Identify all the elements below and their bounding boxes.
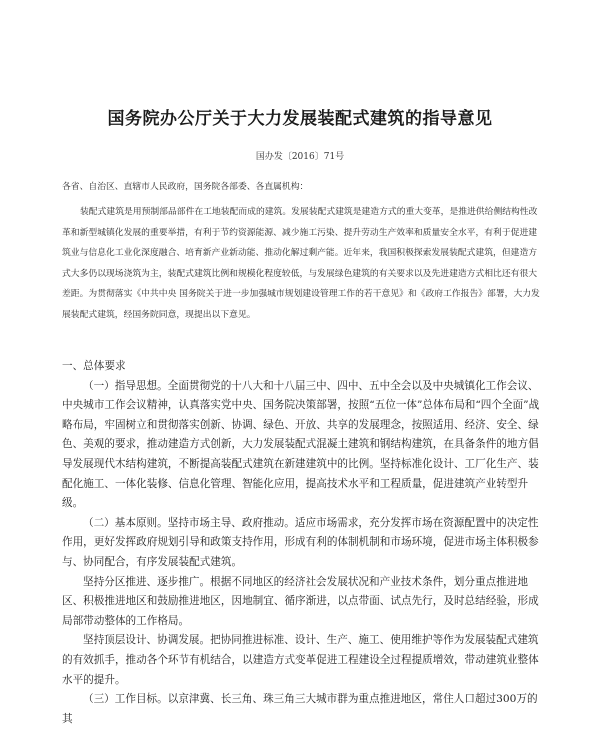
intro-paragraph: 装配式建筑是用预制部品部件在工地装配而成的建筑。发展装配式建筑是建造方式的重大变革，是推进供给侧结构性改革和新型城镇化发展的重要举措，有利于节约资源能源、减少施工污染、提升劳动生产效率和质量安全水平，有利于促进建筑业与信息化工业化深度融合、培育新产业新动能、推动化解过剩产能。近年来，我国积极探索发展装配式建筑，但建造方式大多仍以现场浇筑为主，装配式建筑比例和规模化程度较低，与发展绿色建筑的有关要求以及先进建造方式相比还有很大差距。为贯彻落实《中共中央 国务院关于进一步加强城市规划建设管理工作的若干意见》和《政府工作报告》部署，大力发展装配式建筑，经国务院同意，现提出以下意见。 [62, 207, 540, 320]
addressee-line: 各省、自治区、直辖市人民政府，国务院各部委、各直属机构： [62, 182, 309, 192]
paragraph-regional-progress: 坚持分区推进、逐步推广。根据不同地区的经济社会发展状况和产业技术条件，划分重点推进地区、积极推进地区和鼓励推进地区，因地制宜、循序渐进，以点带面、试点先行，及时总结经验，形成局部带动整体的工作格局。 [62, 575, 539, 627]
document-body [62, 357, 540, 729]
paragraph-guiding-ideology: （一）指导思想。全面贯彻党的十八大和十八届三中、四中、五中全会以及中央城镇化工作会议、中央城市工作会议精神，认真落实党中央、国务院决策部署，按照“五位一体”总体布局和“四个全面”战略布局，牢固树立和贯彻落实创新、协调、绿色、开放、共享的发展理念，按照适用、经济、安全、绿色、美观的要求，推动建造方式创新，大力发展装配式混凝土建筑和钢结构建筑，在具备条件的地方倡导发展现代木结构建筑，不断提高装配式建筑在新建建筑中的比例。坚持标准化设计、工厂化生产、装配化施工、一体化装修、信息化管理、智能化应用，提高技术水平和工程质量，促进建筑产业转型升级。 [62, 379, 540, 510]
document-number: 国办发〔2016〕71号 [255, 152, 345, 162]
document-title: 国务院办公厅关于大力发展装配式建筑的指导意见 [107, 109, 493, 129]
paragraph-work-goals: （三）工作目标。以京津冀、长三角、珠三角三大城市群为重点推进地区，常住人口超过300万的其 [62, 693, 538, 725]
section-heading: 一、总体要求 [62, 360, 126, 372]
paragraph-basic-principles: （二）基本原则。坚持市场主导、政府推动。适应市场需求，充分发挥市场在资源配置中的决定性作用，更好发挥政府规划引导和政策支持作用，形成有利的体制机制和市场环境，促进市场主体积极参与、协同配合，有序发展装配式建筑。 [62, 516, 539, 568]
paragraph-top-level-design: 坚持顶层设计、协调发展。把协同推进标准、设计、生产、施工、使用维护等作为发展装配式建筑的有效抓手，推动各个环节有机结合，以建造方式变革促进工程建设全过程提质增效，带动建筑业整体水平的提升。 [62, 634, 539, 686]
